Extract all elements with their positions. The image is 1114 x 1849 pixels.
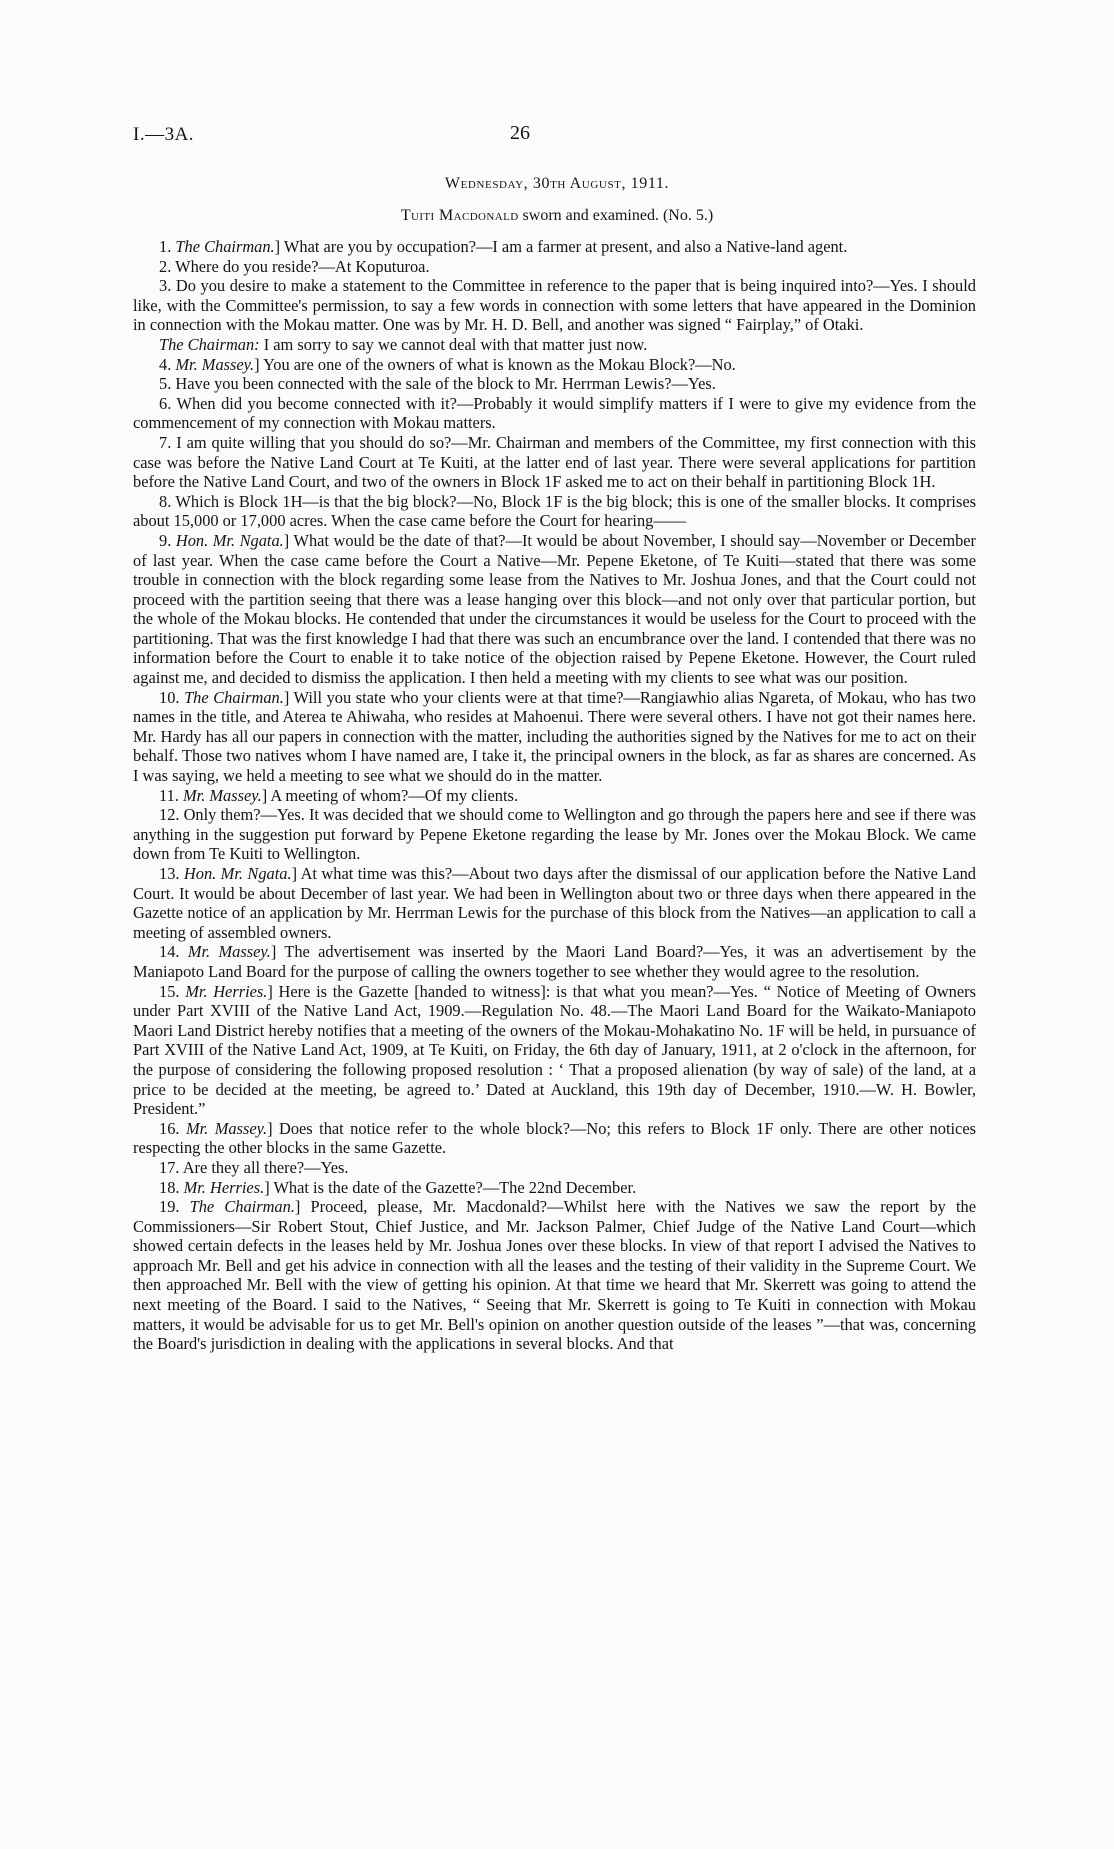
witness-heading (0, 207, 1114, 225)
evidence-paragraph (133, 492, 976, 531)
question-number: 11. (159, 785, 183, 805)
evidence-paragraph (133, 982, 976, 1119)
evidence-paragraph (133, 805, 976, 864)
question-number: 13. (159, 864, 184, 883)
speaker-name: The Chairman. (184, 687, 284, 707)
question-number: 18. (159, 1177, 184, 1197)
speaker-name: Mr. Massey. (175, 354, 255, 374)
evidence-text: ] A meeting of whom?—Of my clients. (261, 785, 519, 805)
speaker-name: Mr. Massey. (185, 1118, 268, 1138)
question-number: 9. (159, 530, 176, 550)
evidence-paragraph (133, 1119, 976, 1158)
question-number: 1. (159, 237, 176, 256)
evidence-text: ] What would be the date of that?—It would be about November, I should say—November or December of last year. When the case came before the Court a Native—Mr. Pepene Eketone, of Te Kuiti—stated that there was some trouble in connection with the block regarding some lease from the Natives to Mr. Joshua Jones, and that the Court could not proceed with the partition seeing that there was a lease hanging over this block—and not only over that particular portion, but the whole of the Mokau blocks. He contended that under the circumstances it would be useless for the Court to proceed with the partitioning. That was the first knowledge I had that there was such an encumbrance over the land. I contended that there was no information before the Court to enable it to take notice of the objection raised by Pepene Eketone. However, the Court ruled against me, and decided to dismiss the application. I then held a meeting with my clients to see what was our position. (133, 530, 977, 688)
speaker-name: Mr. Herries. (183, 1177, 265, 1197)
question-number: 5. (159, 374, 176, 394)
evidence-paragraph (133, 531, 976, 688)
evidence-text: I am quite willing that you should do so?—Mr. Chairman and members of the Committee, my first connection with this case was before the Native Land Court at Te Kuiti, at the latter end of last year. There were several applications for partition before the Native Land Court, and two of the owners in Block 1F asked me to act on their behalf in partitioning Block 1H. (133, 432, 976, 492)
speaker-name: The Chairman: (159, 334, 260, 354)
evidence-text: When did you become connected with it?—Probably it would simplify matters if I were to give my evidence from the commencement of my connection with Mokau matters. (133, 393, 976, 433)
question-number: 12. (159, 805, 184, 825)
evidence-paragraph (133, 335, 976, 355)
evidence-text: Have you been connected with the sale of the block to Mr. Herrman Lewis?—Yes. (175, 374, 716, 394)
minutes-of-evidence (133, 237, 976, 1354)
question-number: 19. (159, 1197, 190, 1217)
session-date: Wednesday, 30th August, 1911. (444, 175, 670, 192)
evidence-text: I am sorry to say we cannot deal with that matter just now. (259, 334, 648, 354)
speaker-name: Hon. Mr. Ngata. (175, 530, 284, 550)
evidence-text: Only them?—Yes. It was decided that we should come to Wellington and go through the papers here and see if there was anything in the suggestion put forward by Pepene Eketone regarding the lease by Mr. Jones over the Mokau Block. We came down from Te Kuiti to Wellington. (133, 805, 976, 864)
evidence-text: ] The advertisement was inserted by the Maori Land Board?—Yes, it was an advertisement by the Maniapoto Land Board for the purpose of calling the owners together to see whether they would agree to the resolution. (133, 942, 976, 981)
evidence-paragraph (133, 1197, 976, 1354)
parliamentary-paper-reference: I.—3A. (133, 124, 195, 145)
speaker-name: The Chairman. (189, 1197, 295, 1217)
speaker-name: Hon. Mr. Ngata. (183, 864, 292, 883)
evidence-text: ] What is the date of the Gazette?—The 22nd December. (264, 1177, 637, 1197)
evidence-paragraph (133, 1158, 976, 1178)
evidence-paragraph (133, 257, 976, 277)
evidence-paragraph (133, 433, 976, 492)
question-number: 8. (159, 491, 176, 511)
question-number: 17. (159, 1157, 183, 1177)
evidence-text: ] At what time was this?—About two days after the dismissal of our application before the Native Land Court. It would be about December of last year. We had been in Wellington about two or three days when there appeared in the Gazette notice of an application by Mr. Herrman Lewis for the purchase of this block from the Natives—an application to call a meeting of assembled owners. (133, 864, 976, 942)
question-number: 10. (159, 687, 185, 707)
evidence-paragraph (133, 942, 976, 981)
evidence-text: ] Will you state who your clients were at that time?—Rangiawhio alias Ngareta, of Mokau, who has two names in the title, and Aterea te Ahiwaha, who resides at Mahoenui. There were several others. I have not got their names here. Mr. Hardy has all our papers in connection with the matter, including the authorities signed by the Natives for me to act on their behalf. Those two natives whom I have named are, I take it, the principal owners in the block, as far as shares are concerned. As I was saying, we held a meeting to see what we should do in the matter. (133, 687, 976, 786)
speaker-name: The Chairman. (175, 237, 275, 256)
speaker-name: Mr. Massey. (182, 785, 262, 805)
speaker-name: Mr. Herries. (185, 981, 268, 1001)
evidence-text: Are they all there?—Yes. (182, 1157, 349, 1177)
evidence-paragraph (133, 276, 976, 335)
speaker-name: Mr. Massey. (187, 942, 271, 962)
witness-heading-rest: sworn and examined. (No. 5.) (518, 207, 714, 224)
evidence-paragraph (133, 688, 976, 786)
evidence-text: ] Does that notice refer to the whole block?—No; this refers to Block 1F only. There are other notices respecting the other blocks in the same Gazette. (133, 1118, 976, 1158)
question-number: 7. (159, 432, 177, 452)
evidence-text: ] What are you by occupation?—I am a farmer at present, and also a Native-land agent. (274, 237, 848, 256)
evidence-text: Which is Block 1H—is that the big block?—No, Block 1F is the big block; this is one of the smaller blocks. It comprises about 15,000 or 17,000 acres. When the case came before the Court for hearing—— (133, 491, 976, 531)
evidence-text: Where do you reside?—At Koputuroa. (175, 256, 430, 276)
evidence-paragraph (133, 1178, 976, 1198)
question-number: 2. (159, 256, 176, 276)
evidence-paragraph (133, 374, 976, 394)
question-number: 16. (159, 1118, 186, 1138)
question-number: 4. (159, 354, 176, 374)
question-number: 3. (159, 276, 176, 296)
evidence-text: ] Here is the Gazette [handed to witness]: is that what you mean?—Yes. “ Notice of Meeting of Owners under Part XVIII of the Native Land Act, 1909.—Regulation No. 48.—The Maori Land Board for the Waikato-Maniapoto Maori Land District hereby notifies that a meeting of the owners of the Mokau-Mohakatino No. 1F will be held, in pursuance of Part XVIII of the Native Land Act, 1909, at Te Kuiti, on Friday, the 6th day of January, 1911, at 2 o'clock in the afternoon, for the purpose of considering the following proposed resolution : ‘ That a proposed alienation (by way of sale) of the land, at a price to be decided at the meeting, be agreed to.’ Dated at Auckland, this 19th day of December, 1910.—W. H. Bowler, President.” (133, 981, 976, 1119)
page-number: 26 (510, 122, 530, 144)
witness-name: Tuiti Macdonald (400, 207, 519, 224)
evidence-paragraph (133, 864, 976, 942)
evidence-paragraph (133, 786, 976, 806)
evidence-paragraph (133, 237, 976, 257)
question-number: 6. (159, 393, 177, 413)
question-number: 15. (159, 981, 186, 1001)
question-number: 14. (159, 942, 188, 962)
evidence-text: ] You are one of the owners of what is known as the Mokau Block?—No. (254, 354, 736, 374)
evidence-paragraph (133, 355, 976, 375)
evidence-text: ] Proceed, please, Mr. Macdonald?—Whilst here with the Natives we saw the report by the Commissioners—Sir Robert Stout, Chief Justice, and Mr. Jackson Palmer, Chief Judge of the Native Land Court—which showed certain defects in the leases held by Mr. Joshua Jones over these blocks. In view of that report I advised the Natives to approach Mr. Bell and get his advice in connection with all the leases and the testing of their validity in the Supreme Court. We then approached Mr. Bell with the view of getting his opinion. At that time we heard that Mr. Skerrett was going to attend the next meeting of the Board. I said to the Natives, “ Seeing that Mr. Skerrett is going to Te Kuiti in connection with Mokau matters, it would be advisable for us to get Mr. Bell's opinion on another question outside of the leases ”—that was, concerning the Board's jurisdiction in dealing with the applications in several blocks. And that (133, 1197, 976, 1354)
evidence-paragraph (133, 394, 976, 433)
evidence-text: Do you desire to make a statement to the Committee in reference to the paper that is being inquired into?—Yes. I should like, with the Committee's permission, to say a few words in connection with some letters that have appeared in the Dominion in connection with the Mokau matter. One was by Mr. H. D. Bell, and another was signed “ Fairplay,” of Otaki. (133, 276, 976, 335)
